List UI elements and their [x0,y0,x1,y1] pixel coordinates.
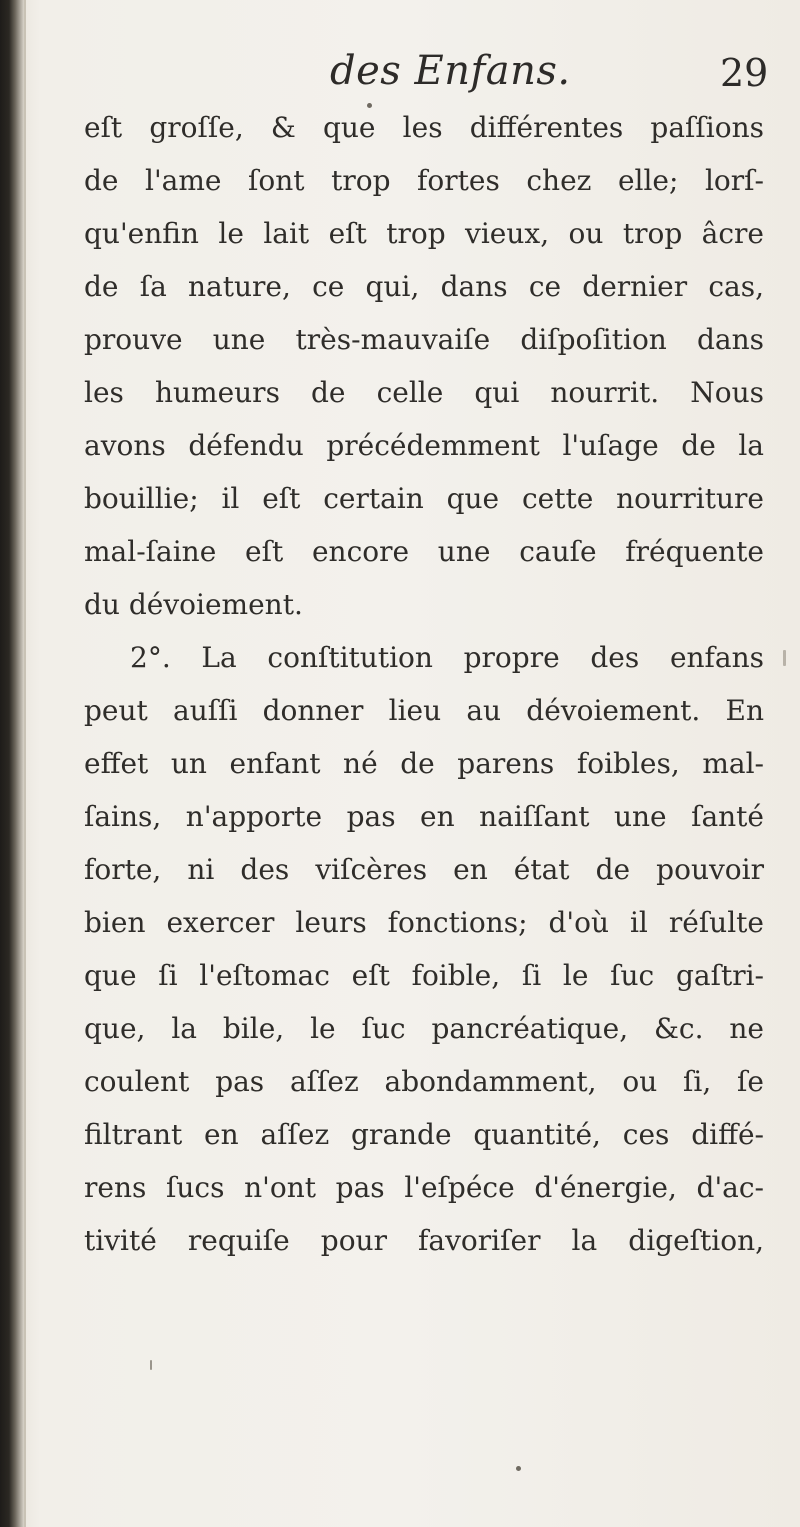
text-line: que ſi l'eſtomac eſt foible, ſi le ſuc gaſtri- [84,959,764,992]
text-line: 2°. La conſtitution propre des enfans [130,641,764,674]
running-head-title: des Enfans. [330,48,571,94]
text-line: de ſa nature, ce qui, dans ce dernier cas, [84,270,764,303]
ink-speck [783,650,786,666]
text-line: qu'enfin le lait eſt trop vieux, ou trop âcre [84,217,764,250]
text-line: bien exercer leurs fonctions; d'où il réſulte [84,906,764,939]
page-number: 29 [720,51,769,95]
text-line: mal-ſaine eſt encore une cauſe fréquente [84,535,764,568]
text-line: avons défendu précédemment l'uſage de la [84,429,764,462]
text-line: bouillie; il eſt certain que cette nourriture [84,482,764,515]
text-line: ſains, n'apporte pas en naiſſant une ſanté [84,800,764,833]
text-line: filtrant en aſſez grande quantité, ces diffé- [84,1118,764,1151]
body-text [84,101,764,1267]
text-line: effet un enfant né de parens foibles, mal- [84,747,764,780]
text-line: forte, ni des viſcères en état de pouvoir [84,853,764,886]
text-line: tivité requiſe pour favoriſer la digeſtion, [84,1224,764,1257]
text-line: peut auſſi donner lieu au dévoiement. En [84,694,764,727]
page-edge-line [24,0,26,1527]
text-line: coulent pas aſſez abondamment, ou ſi, ſe [84,1065,764,1098]
text-line: prouve une très-mauvaiſe diſpoſition dans [84,323,764,356]
text-line: eſt groſſe, & que les différentes paſſions [84,111,764,144]
text-line: que, la bile, le ſuc pancréatique, &c. ne [84,1012,764,1045]
text-line: de l'ame ſont trop fortes chez elle; lorſ- [84,164,764,197]
text-line: rens ſucs n'ont pas l'eſpéce d'énergie, d'ac- [84,1171,764,1204]
text-line: les humeurs de celle qui nourrit. Nous [84,376,764,409]
ink-speck [150,1360,152,1370]
text-line: du dévoiement. [84,588,303,621]
binding-shadow [0,0,24,1527]
ink-speck [367,103,372,108]
ink-speck [516,1466,521,1471]
